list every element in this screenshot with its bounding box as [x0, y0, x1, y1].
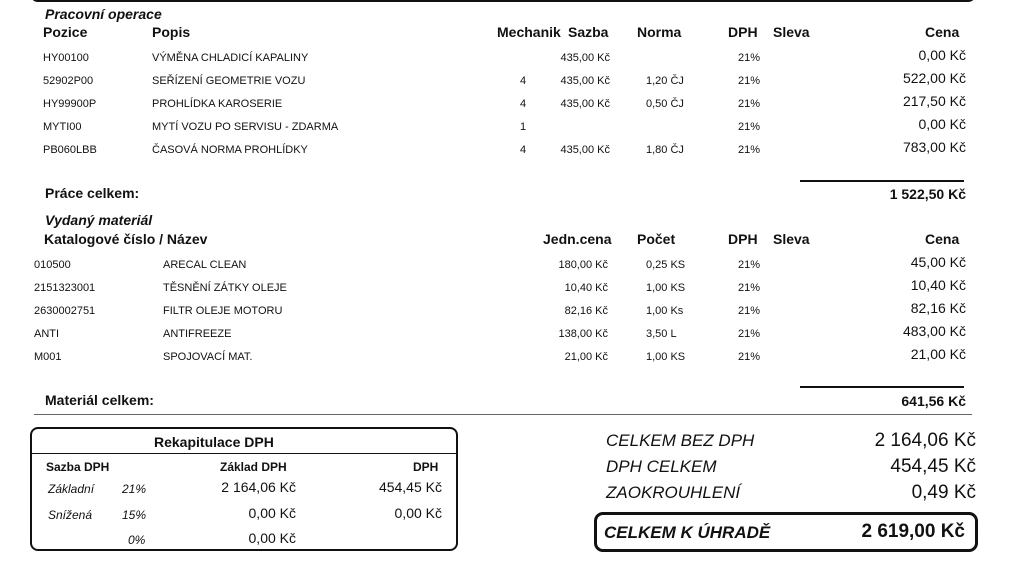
vat-recap-box [30, 427, 458, 551]
total-vat-value: 454,45 Kč [890, 456, 976, 477]
material-name: SPOJOVACÍ MAT. [163, 351, 253, 363]
section-divider [34, 414, 972, 415]
material-section-title: Vydaný materiál [45, 212, 153, 228]
vat-rate-pct: 15% [122, 508, 147, 522]
rounding-label: ZAOKROUHLENÍ [606, 483, 741, 502]
labor-rate: 435,00 Kč [560, 75, 610, 87]
labor-rate: 435,00 Kč [560, 98, 610, 110]
material-unit-price: 138,00 Kč [558, 328, 608, 340]
material-price: 82,16 Kč [910, 300, 966, 316]
col-discount: Sleva [773, 24, 810, 40]
material-code: ANTI [34, 328, 60, 340]
rounding-value: 0,49 Kč [911, 482, 976, 503]
labor-desc: VÝMĚNA CHLADICÍ KAPALINY [152, 52, 309, 64]
vat-rate-pct: 0% [128, 533, 146, 547]
material-price: 483,00 Kč [902, 323, 966, 339]
material-name: ANTIFREEZE [163, 328, 232, 340]
vat-col-rate: Sazba DPH [46, 460, 110, 474]
vat-base-value: 2 164,06 Kč [221, 479, 296, 495]
col-price: Cena [925, 231, 960, 247]
vat-rate-pct: 21% [122, 482, 147, 496]
labor-vat: 21% [738, 75, 761, 87]
total-without-vat-label: CELKEM BEZ DPH [606, 431, 755, 450]
labor-code: MYTI00 [43, 121, 82, 133]
material-total-label: Materiál celkem: [45, 392, 154, 408]
labor-vat: 21% [738, 98, 761, 110]
material-code: M001 [34, 351, 62, 363]
vat-value: 0,00 Kč [394, 505, 442, 521]
labor-price: 783,00 Kč [902, 139, 966, 155]
labor-vat: 21% [738, 144, 761, 156]
vat-rate-name: Snížená [48, 508, 93, 522]
material-unit-price: 180,00 Kč [558, 259, 608, 271]
material-price: 10,40 Kč [910, 277, 966, 293]
col-code: Pozice [43, 24, 88, 40]
material-price: 45,00 Kč [910, 254, 966, 270]
total-vat-label: DPH CELKEM [606, 457, 717, 476]
vat-col-vat: DPH [413, 460, 439, 474]
material-vat: 21% [738, 282, 761, 294]
labor-mechanic: 4 [520, 144, 527, 156]
labor-section-title: Pracovní operace [45, 6, 162, 22]
material-unit-price: 21,00 Kč [564, 351, 608, 363]
labor-price: 0,00 Kč [918, 47, 966, 63]
material-code: 2151323001 [34, 282, 96, 294]
material-qty: 1,00 KS [646, 282, 686, 294]
material-code: 010500 [34, 259, 71, 271]
labor-total-divider [800, 180, 964, 182]
grand-total-value: 2 619,00 Kč [861, 521, 965, 542]
labor-price: 217,50 Kč [902, 93, 966, 109]
top-frame [30, 0, 976, 2]
col-vat: DPH [728, 231, 758, 247]
labor-total-value: 1 522,50 Kč [889, 186, 966, 202]
col-catalog: Katalogové číslo / Název [44, 231, 208, 247]
labor-desc: PROHLÍDKA KAROSERIE [152, 98, 283, 110]
labor-vat: 21% [738, 52, 761, 64]
labor-mechanic: 4 [520, 75, 527, 87]
col-mechanic: Mechanik [497, 24, 561, 40]
labor-vat: 21% [738, 121, 761, 133]
col-discount: Sleva [773, 231, 810, 247]
total-without-vat-value: 2 164,06 Kč [874, 430, 976, 451]
grand-total-label: CELKEM K ÚHRADĚ [604, 523, 771, 542]
col-rate: Sazba [568, 24, 609, 40]
material-unit-price: 10,40 Kč [564, 282, 608, 294]
material-name: TĚSNĚNÍ ZÁTKY OLEJE [163, 282, 287, 294]
labor-norm: 1,80 ČJ [646, 144, 684, 156]
material-vat: 21% [738, 328, 761, 340]
material-unit-price: 82,16 Kč [564, 305, 608, 317]
material-vat: 21% [738, 305, 761, 317]
material-qty: 1,00 Ks [646, 305, 684, 317]
col-qty: Počet [637, 231, 676, 247]
material-name: FILTR OLEJE MOTORU [163, 305, 283, 317]
labor-price: 0,00 Kč [918, 116, 966, 132]
material-qty: 1,00 KS [646, 351, 686, 363]
vat-value: 454,45 Kč [378, 479, 442, 495]
labor-norm: 0,50 ČJ [646, 98, 684, 110]
material-name: ARECAL CLEAN [163, 259, 247, 271]
labor-price: 522,00 Kč [902, 70, 966, 86]
vat-base-value: 0,00 Kč [248, 530, 296, 546]
labor-code: PB060LBB [43, 144, 97, 156]
labor-total-label: Práce celkem: [45, 185, 140, 201]
col-price: Cena [925, 24, 960, 40]
col-desc: Popis [152, 24, 191, 40]
material-code: 2630002751 [34, 305, 96, 317]
labor-mechanic: 1 [520, 121, 527, 133]
vat-rate-name: Základní [48, 482, 95, 496]
col-norm: Norma [637, 24, 682, 40]
material-vat: 21% [738, 351, 761, 363]
material-price: 21,00 Kč [910, 346, 966, 362]
labor-code: 52902P00 [43, 75, 94, 87]
labor-desc: SEŘÍZENÍ GEOMETRIE VOZU [152, 75, 306, 87]
labor-mechanic: 4 [520, 98, 527, 110]
material-vat: 21% [738, 259, 761, 271]
grand-total-box [594, 512, 978, 552]
col-vat: DPH [728, 24, 758, 40]
labor-desc: MYTÍ VOZU PO SERVISU - ZDARMA [152, 121, 339, 133]
labor-rate: 435,00 Kč [560, 52, 610, 64]
material-qty: 0,25 KS [646, 259, 686, 271]
material-qty: 3,50 L [646, 328, 677, 340]
labor-code: HY99900P [43, 98, 97, 110]
labor-rate: 435,00 Kč [560, 144, 610, 156]
vat-base-value: 0,00 Kč [248, 505, 296, 521]
labor-code: HY00100 [43, 52, 89, 64]
labor-desc: ČASOVÁ NORMA PROHLÍDKY [152, 144, 308, 156]
material-total-divider [800, 386, 964, 388]
labor-norm: 1,20 ČJ [646, 75, 684, 87]
vat-col-base: Základ DPH [220, 460, 287, 474]
vat-recap-title-underline [32, 453, 456, 454]
col-unit-price: Jedn.cena [543, 231, 612, 247]
material-total-value: 641,56 Kč [901, 393, 966, 409]
vat-recap-title: Rekapitulace DPH [154, 434, 274, 450]
